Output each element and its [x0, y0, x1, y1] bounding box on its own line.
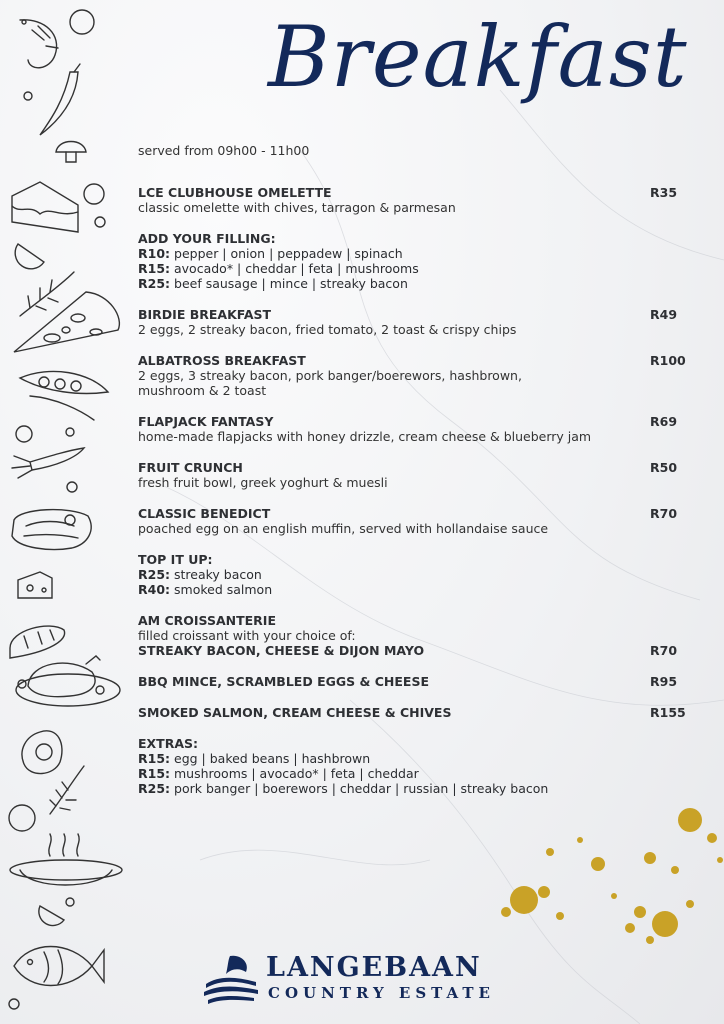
lemon-icon — [39, 906, 64, 926]
menu-item-croissanterie — [138, 613, 688, 658]
pizza-slice-icon — [14, 292, 119, 352]
item-description: poached egg on an english muffin, served with hollandaise sauce — [138, 521, 549, 536]
item-price: R50 — [650, 460, 678, 475]
item-name: CLASSIC BENEDICT — [138, 506, 271, 521]
page-title: Breakfast — [268, 8, 688, 106]
item-name: SMOKED SALMON, CREAM CHEESE & CHIVES — [138, 705, 452, 720]
item-price: R155 — [650, 705, 686, 720]
item-description: fresh fruit bowl, greek yoghurt & muesli — [138, 475, 388, 490]
item-name: ADD YOUR FILLING: — [138, 231, 276, 246]
logo-emblem-icon — [200, 950, 262, 1006]
menu-item-flapjack — [138, 414, 688, 444]
option-line: R15: avocado* | cheddar | feta | mushrooms — [138, 261, 419, 276]
item-description: classic omelette with chives, tarragon & parmesan — [138, 200, 456, 215]
item-name: TOP IT UP: — [138, 552, 213, 567]
chili-icon — [40, 64, 80, 135]
item-name: ALBATROSS BREAKFAST — [138, 353, 306, 368]
menu-item-smoked-salmon — [138, 705, 688, 720]
item-name: FLAPJACK FANTASY — [138, 414, 274, 429]
item-description: filled croissant with your choice of: — [138, 628, 356, 643]
item-description: home-made flapjacks with honey drizzle, cream cheese & blueberry jam — [138, 429, 592, 444]
mushroom-icon — [56, 142, 86, 163]
item-price: R69 — [650, 414, 678, 429]
roast-chicken-icon — [16, 656, 120, 706]
shrimp-icon — [20, 20, 58, 68]
menu-item-top-it-up — [138, 552, 688, 597]
item-price: R49 — [650, 307, 678, 322]
item-description: 2 eggs, 3 streaky bacon, pork banger/boerewors, hashbrown, — [138, 368, 522, 383]
item-name: EXTRAS: — [138, 736, 199, 751]
logo-name: LANGEBAAN — [266, 952, 482, 983]
lemon-icon — [15, 244, 44, 269]
carrot-icon — [12, 448, 84, 478]
soup-bowl-icon — [10, 834, 122, 885]
cheese-icon — [18, 572, 52, 598]
avocado-icon — [22, 731, 62, 774]
option-line: R40: smoked salmon — [138, 582, 273, 597]
item-name: FRUIT CRUNCH — [138, 460, 243, 475]
item-price: R70 — [650, 506, 678, 521]
item-price: R100 — [650, 353, 686, 368]
option-line: R25: pork banger | boerewors | cheddar | russian | streaky bacon — [138, 781, 549, 796]
option-line: R15: egg | baked beans | hashbrown — [138, 751, 371, 766]
item-description-cont: mushroom & 2 toast — [138, 383, 267, 398]
menu-item-fruit-crunch — [138, 460, 688, 490]
item-price: R35 — [650, 185, 678, 200]
item-name: LCE CLUBHOUSE OMELETTE — [138, 185, 332, 200]
menu-item-albatross — [138, 353, 688, 398]
item-name: STREAKY BACON, CHEESE & DIJON MAYO — [138, 643, 425, 658]
menu-item-filling — [138, 231, 688, 291]
bread-icon — [10, 626, 65, 658]
steak-icon — [12, 510, 91, 550]
menu-item-benedict — [138, 506, 688, 536]
logo-subtitle: COUNTRY ESTATE — [268, 984, 495, 1002]
option-line: R10: pepper | onion | peppadew | spinach — [138, 246, 403, 261]
rosemary-icon — [50, 766, 84, 814]
item-name: AM CROISSANTERIE — [138, 613, 277, 628]
fish-icon — [14, 947, 104, 986]
item-price: R95 — [650, 674, 678, 689]
item-name: BIRDIE BREAKFAST — [138, 307, 272, 322]
option-line: R25: streaky bacon — [138, 567, 262, 582]
option-line: R15: mushrooms | avocado* | feta | cheddar — [138, 766, 419, 781]
menu-item-birdie — [138, 307, 688, 337]
menu-item-extras — [138, 736, 688, 796]
cake-slice-icon — [12, 182, 78, 232]
menu-item-omelette — [138, 185, 688, 215]
item-price: R70 — [650, 643, 678, 658]
menu-list — [138, 185, 688, 812]
menu-item-bbq-mince — [138, 674, 688, 689]
gold-splatter — [490, 800, 724, 960]
item-name: BBQ MINCE, SCRAMBLED EGGS & CHEESE — [138, 674, 429, 689]
pea-pod-icon — [20, 371, 108, 420]
estate-logo — [200, 950, 530, 1010]
option-line: R25: beef sausage | mince | streaky bacon — [138, 276, 408, 291]
food-illustrations — [0, 0, 130, 1024]
serving-hours: served from 09h00 - 11h00 — [138, 143, 310, 158]
item-description: 2 eggs, 2 streaky bacon, fried tomato, 2 toast & crispy chips — [138, 322, 517, 337]
